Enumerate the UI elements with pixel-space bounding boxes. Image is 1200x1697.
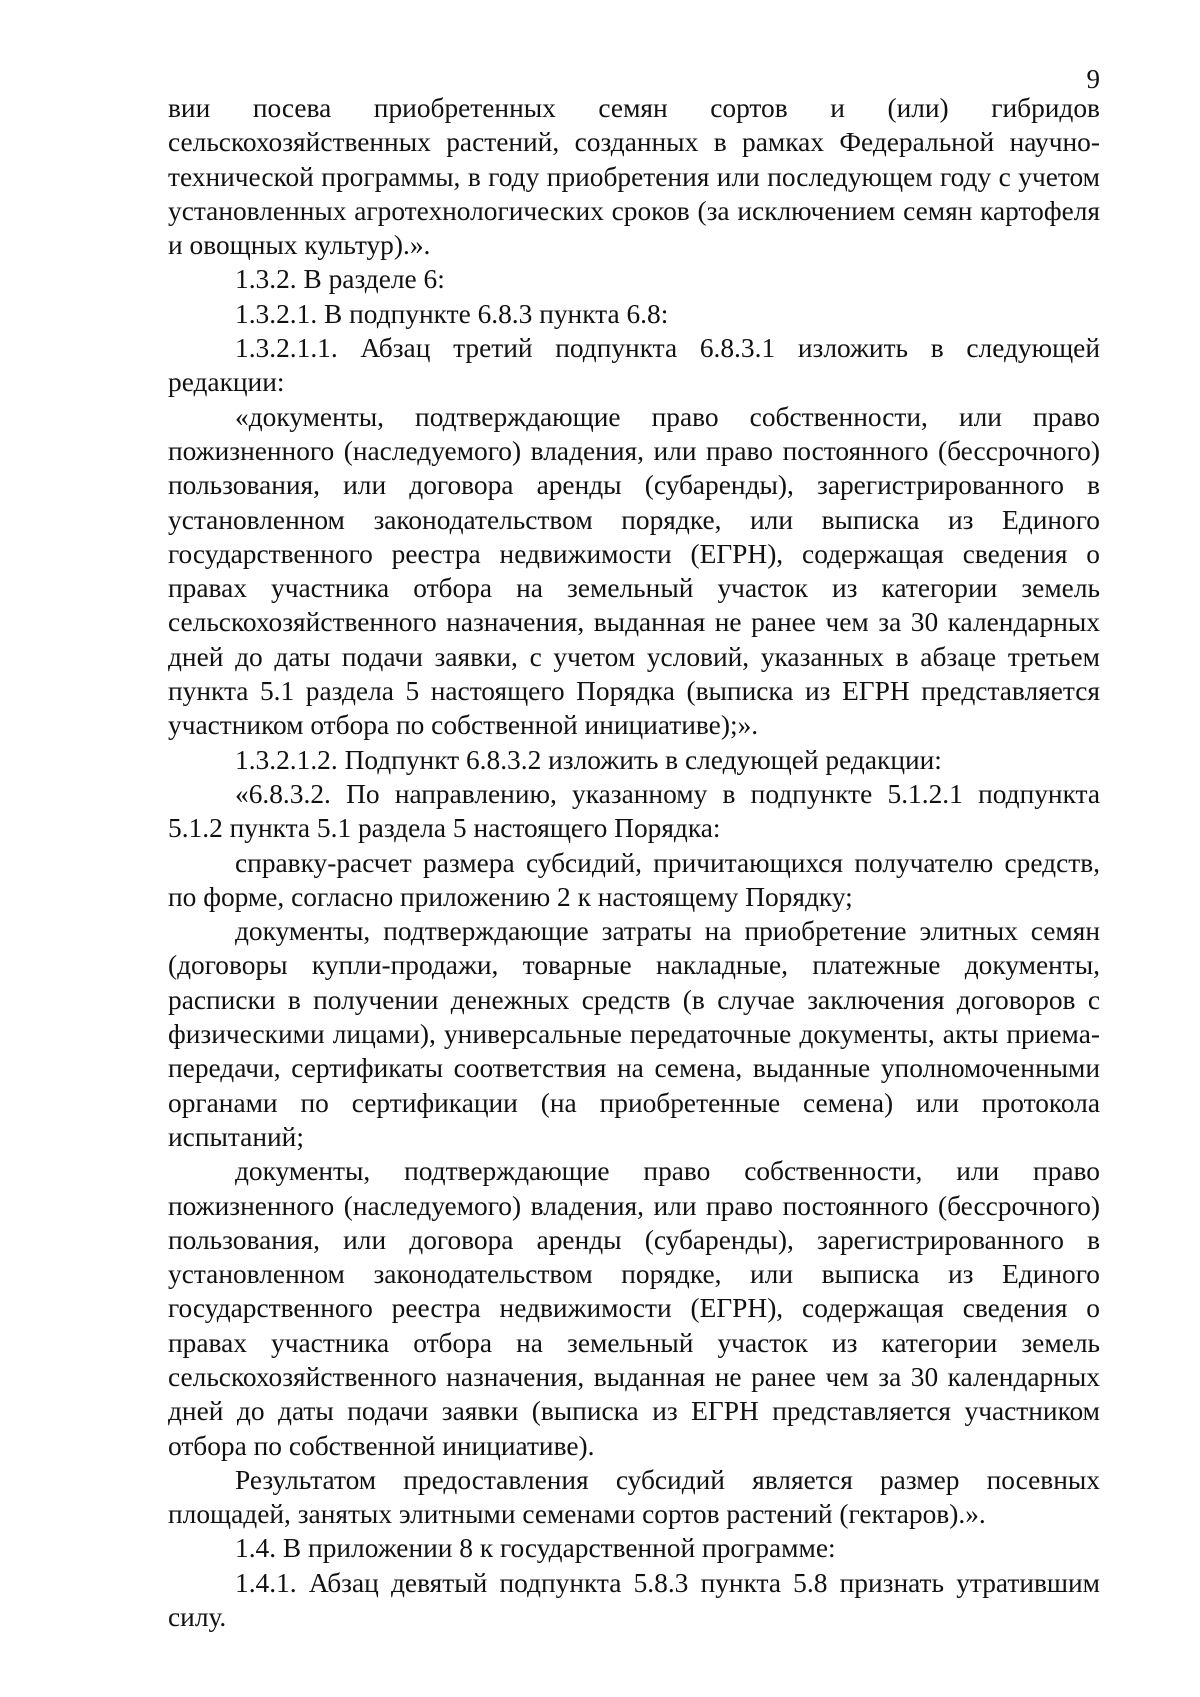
paragraph-2: 1.3.2. В разделе 6:	[235, 264, 445, 295]
paragraph-9: документы, подтверждающие затраты на приобретение элитных семян (договоры купли-продажи, товарные накладные, платежные документы, расписки в получении денежных средств (в случае заключения договоров с физическими лицами), универсальные передаточные документы, акты приема-передачи, сертификаты соответствия на семена, выданные уполномоченными органами по сертификации (на приобретенные семена) или протокола испытаний;	[168, 916, 1100, 1152]
paragraph-4: 1.3.2.1.1. Абзац третий подпункта 6.8.3.1 изложить в следующей редакции:	[168, 333, 1100, 398]
paragraph-5: «документы, подтверждающие право собственности, или право пожизненного (наследуемого) владения, или право постоянного (бессрочного) пользования, или договора аренды (субаренды), зарегистрированного в установленном законодательством порядке, или выписка из Единого государственного реестра недвижимости (ЕГРН), содержащая сведения о правах участника отбора на земельный участок из категории земель сельскохозяйственного назначения, выданная не ранее чем за 30 календарных дней до даты подачи заявки, с учетом условий, указанных в абзаце третьем пункта 5.1 раздела 5 настоящего Порядка (выписка из ЕГРН представляется участником отбора по собственной инициативе);».	[168, 401, 1100, 741]
paragraph-7: «6.8.3.2. По направлению, указанному в подпункте 5.1.2.1 подпункта 5.1.2 пункта 5.1 раздела 5 настоящего Порядка:	[168, 778, 1100, 844]
paragraph-12: 1.4. В приложении 8 к государственной программе:	[235, 1533, 836, 1564]
paragraph-6: 1.3.2.1.2. Подпункт 6.8.3.2 изложить в следующей редакции:	[235, 744, 942, 775]
paragraph-11: Результатом предоставления субсидий является размер посевных площадей, занятых элитными семенами сортов растений (гектаров).».	[168, 1464, 1100, 1530]
paragraph-13: 1.4.1. Абзац девятый подпункта 5.8.3 пункта 5.8 признать утратившим силу.	[168, 1567, 1100, 1633]
paragraph-1: вии посева приобретенных семян сортов и (или) гибридов сельскохозяйственных растений, созданных в рамках Федеральной научно-технической программы, в году приобретения или последующем году с учетом установленных агротехнологических сроков (за исключением семян картофеля и овощных культур).».	[168, 93, 1100, 261]
paragraph-3: 1.3.2.1. В подпункте 6.8.3 пункта 6.8:	[235, 298, 669, 329]
page-number: 9	[1086, 64, 1100, 94]
paragraph-8: справку-расчет размера субсидий, причитающихся получателю средств, по форме, согласно приложению 2 к настоящему Порядку;	[168, 847, 1100, 912]
document-body	[168, 91, 1100, 1634]
paragraph-10: документы, подтверждающие право собственности, или право пожизненного (наследуемого) владения, или право постоянного (бессрочного) пользования, или договора аренды (субаренды), зарегистрированного в установленном законодательством порядке, или выписка из Единого государственного реестра недвижимости (ЕГРН), содержащая сведения о правах участника отбора на земельный участок из категории земель сельскохозяйственного назначения, выданная не ранее чем за 30 календарных дней до даты подачи заявки (выписка из ЕГРН представляется участником отбора по собственной инициативе).	[168, 1156, 1100, 1461]
